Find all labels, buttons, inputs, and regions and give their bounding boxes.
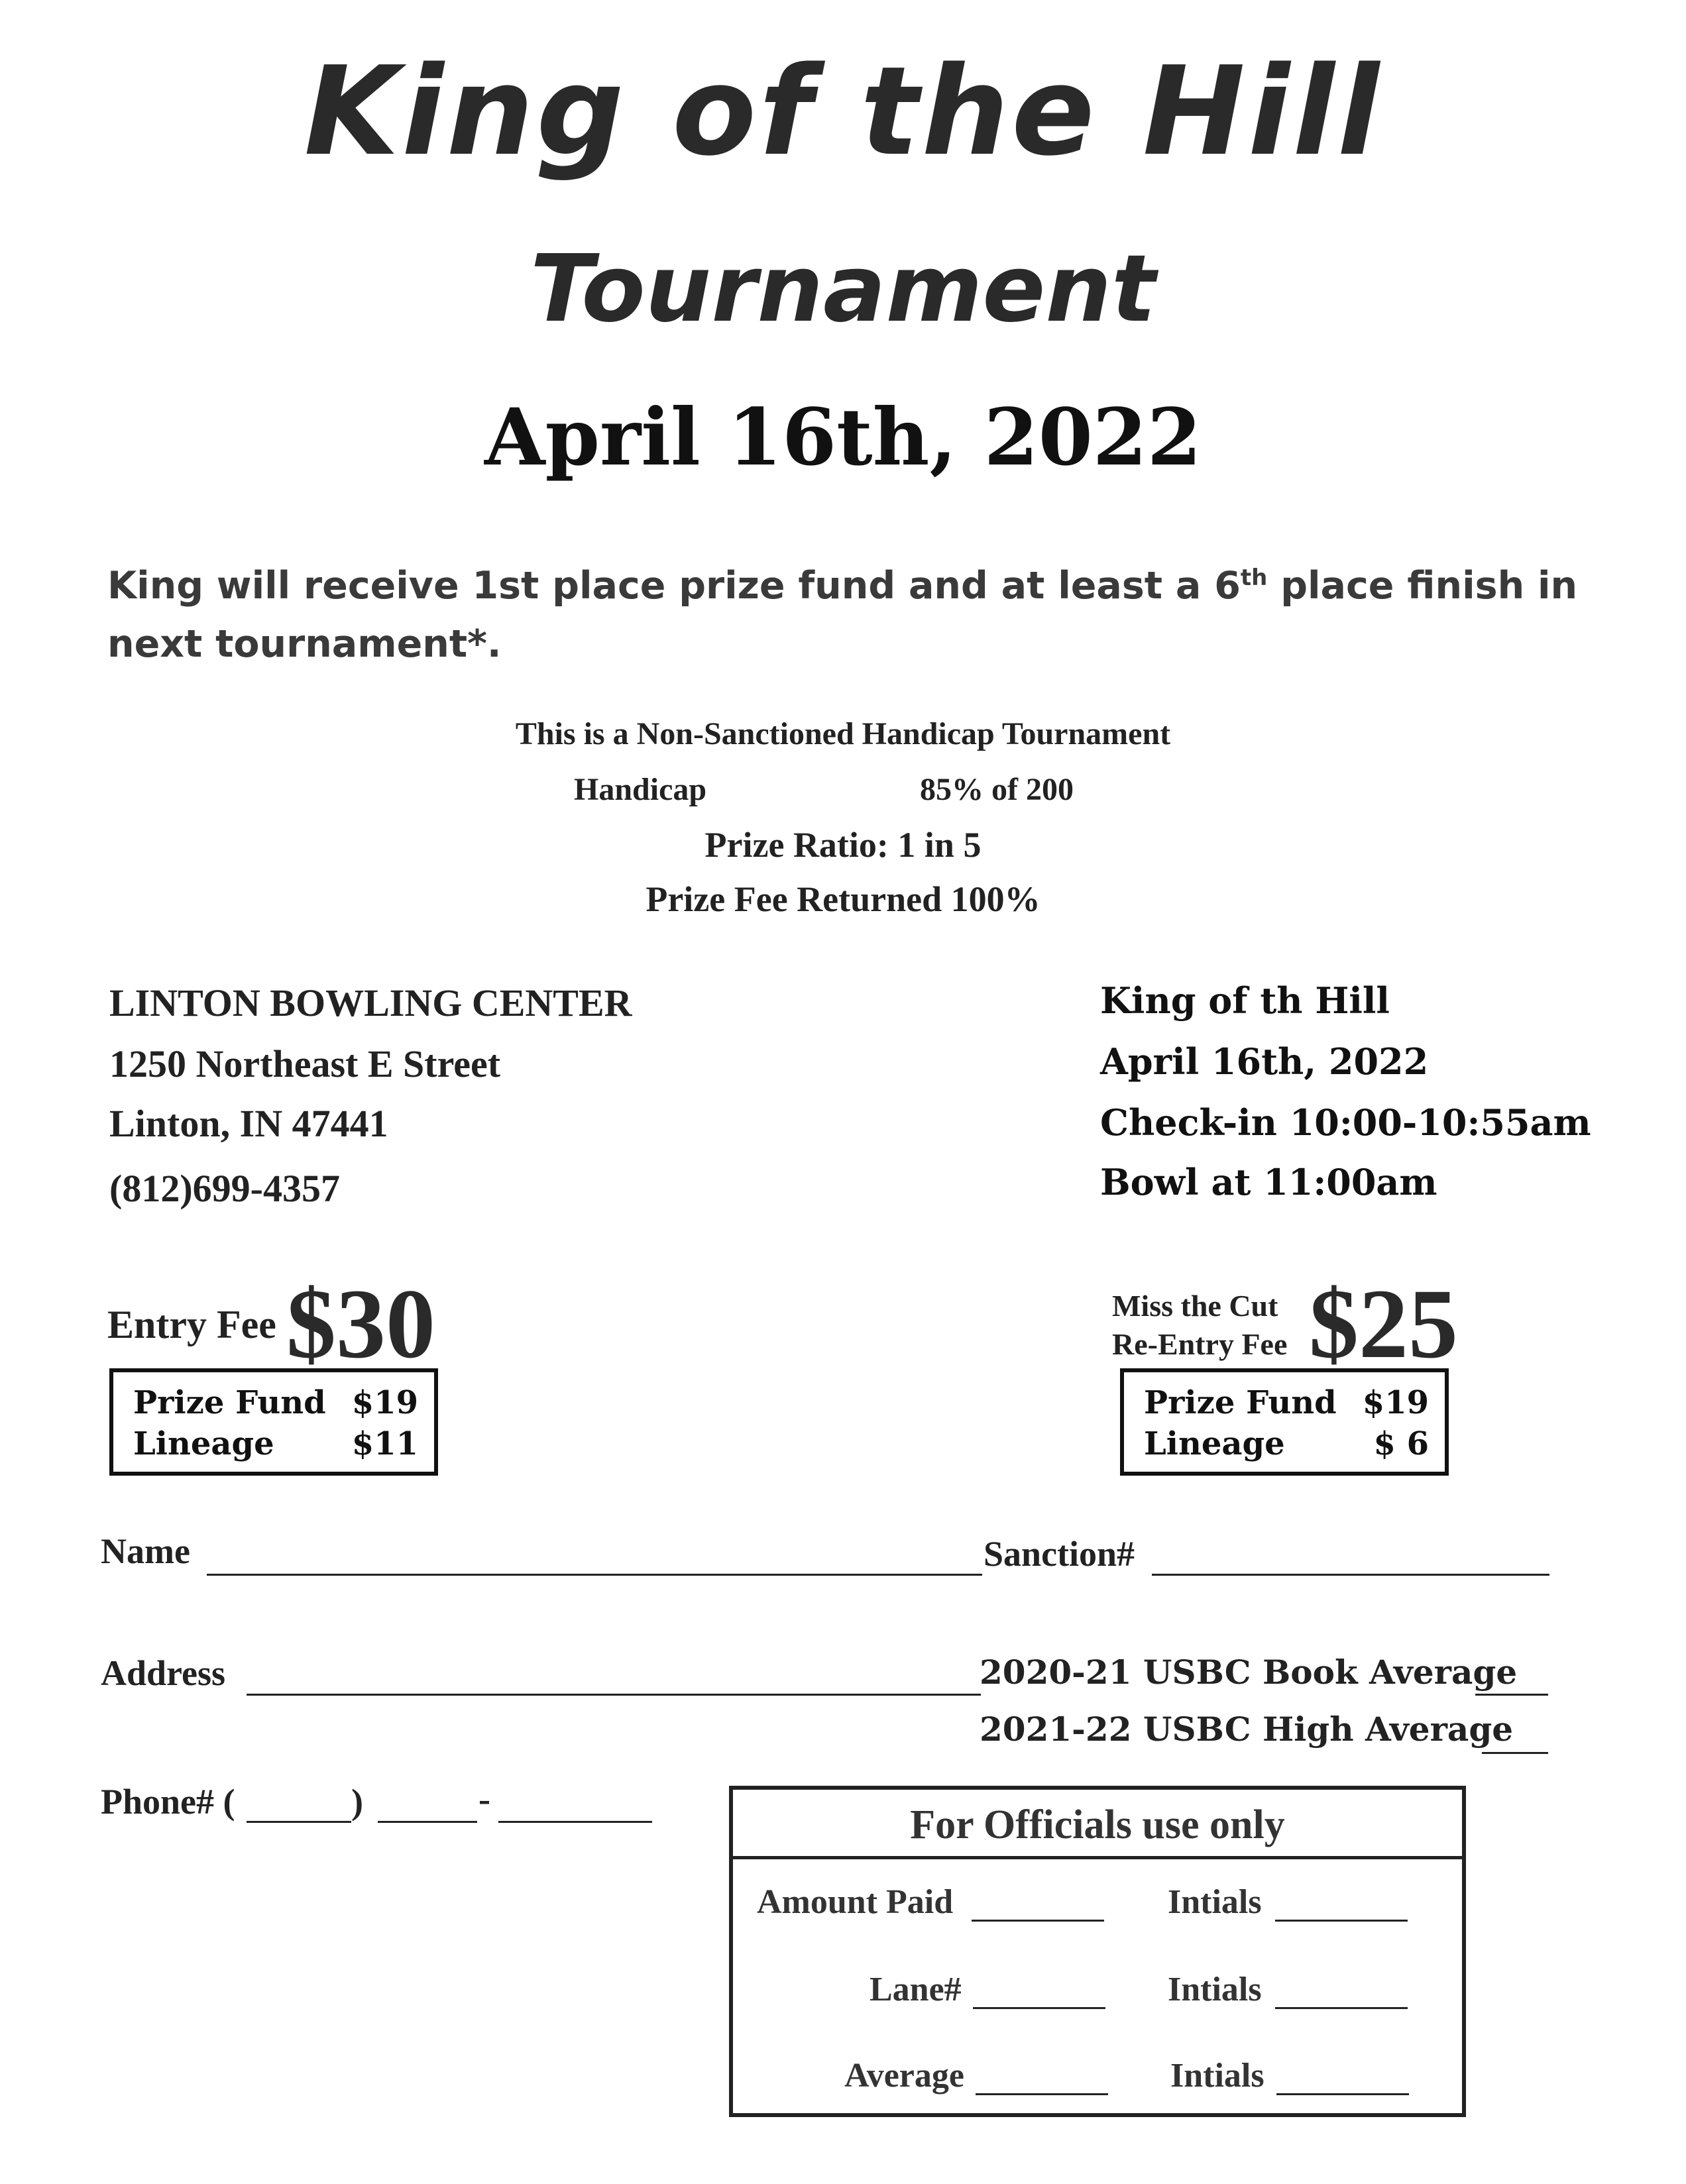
initials-field-1[interactable] <box>1275 1920 1408 1922</box>
lane-field[interactable] <box>973 2007 1105 2009</box>
name-label: Name <box>101 1531 190 1571</box>
entry-prize-fund-value: $19 <box>351 1384 418 1421</box>
address-label: Address <box>101 1653 226 1693</box>
king-note-text-end: place finish in next tournament*. <box>107 564 1578 666</box>
book-average-field[interactable] <box>1475 1694 1548 1696</box>
name-field[interactable] <box>207 1574 982 1576</box>
initials-label-2: Intials <box>1168 1971 1262 2008</box>
entry-fee-amount: $30 <box>286 1269 435 1379</box>
handicap-label: Handicap <box>574 772 707 807</box>
initials-field-2[interactable] <box>1275 2007 1408 2009</box>
phone-dash: - <box>478 1779 490 1819</box>
amount-paid-label: Amount Paid <box>757 1883 954 1921</box>
non-sanctioned-notice: This is a Non-Sanctioned Handicap Tournament <box>515 716 1171 751</box>
entry-fee-breakdown <box>109 1368 438 1476</box>
reentry-prize-fund-value: $19 <box>1362 1384 1429 1421</box>
venue-phone: (812)699-4357 <box>109 1167 340 1210</box>
entry-lineage-value: $11 <box>351 1425 418 1462</box>
event-checkin: Check-in 10:00-10:55am <box>1100 1101 1591 1144</box>
venue-name: LINTON BOWLING CENTER <box>109 981 632 1024</box>
entry-prize-fund-label: Prize Fund <box>133 1384 326 1421</box>
book-average-label: 2020-21 USBC Book Average <box>980 1653 1518 1692</box>
prize-ratio: Prize Ratio: 1 in 5 <box>704 825 982 865</box>
reentry-lineage-value: $ 6 <box>1373 1425 1429 1462</box>
king-note-superscript: th <box>1240 565 1268 591</box>
lane-label: Lane# <box>870 1971 962 2008</box>
officials-divider <box>733 1856 1462 1859</box>
address-field[interactable] <box>247 1694 981 1696</box>
sanction-label: Sanction# <box>984 1534 1135 1574</box>
initials-field-3[interactable] <box>1276 2093 1409 2095</box>
officials-title: For Officials use only <box>910 1802 1285 1847</box>
average-field[interactable] <box>976 2093 1108 2095</box>
reentry-fee-breakdown <box>1120 1368 1449 1476</box>
page-title: King of the Hill <box>304 40 1382 183</box>
event-name: King of th Hill <box>1100 979 1390 1022</box>
phone-area-code-field[interactable] <box>247 1821 351 1823</box>
page-subtitle: Tournament <box>530 235 1156 343</box>
reentry-label-line1: Miss the Cut <box>1112 1289 1278 1323</box>
reentry-lineage-label: Lineage <box>1144 1425 1285 1462</box>
sanction-field[interactable] <box>1152 1574 1549 1576</box>
phone-line-field[interactable] <box>498 1821 652 1823</box>
prize-fee-returned: Prize Fee Returned 100% <box>646 879 1040 919</box>
reentry-fee-amount: $25 <box>1309 1269 1458 1379</box>
officials-box <box>729 1786 1466 2117</box>
average-label: Average <box>844 2057 964 2095</box>
event-bowl-time: Bowl at 11:00am <box>1100 1161 1437 1203</box>
venue-city: Linton, IN 47441 <box>109 1102 388 1145</box>
reentry-label-line2: Re-Entry Fee <box>1112 1327 1288 1361</box>
phone-label: Phone# ( <box>101 1782 235 1822</box>
entry-lineage-label: Lineage <box>133 1425 274 1462</box>
king-note-text: King will receive 1st place prize fund and at least a 6 <box>107 564 1241 608</box>
handicap-value: 85% of 200 <box>920 772 1074 807</box>
amount-paid-field[interactable] <box>972 1920 1104 1922</box>
initials-label-1: Intials <box>1168 1883 1262 1921</box>
high-average-field[interactable] <box>1482 1752 1548 1754</box>
phone-close-paren: ) <box>351 1782 363 1822</box>
high-average-label: 2021-22 USBC High Average <box>980 1710 1514 1749</box>
event-date: April 16th, 2022 <box>1100 1040 1429 1083</box>
phone-prefix-field[interactable] <box>378 1821 477 1823</box>
king-prize-note <box>107 549 1599 673</box>
event-date-heading: April 16th, 2022 <box>484 391 1202 483</box>
entry-fee-label: Entry Fee <box>107 1303 276 1346</box>
reentry-prize-fund-label: Prize Fund <box>1144 1384 1337 1421</box>
initials-label-3: Intials <box>1170 2057 1264 2095</box>
reentry-fee-label <box>1112 1287 1324 1364</box>
venue-street: 1250 Northeast E Street <box>109 1042 501 1085</box>
